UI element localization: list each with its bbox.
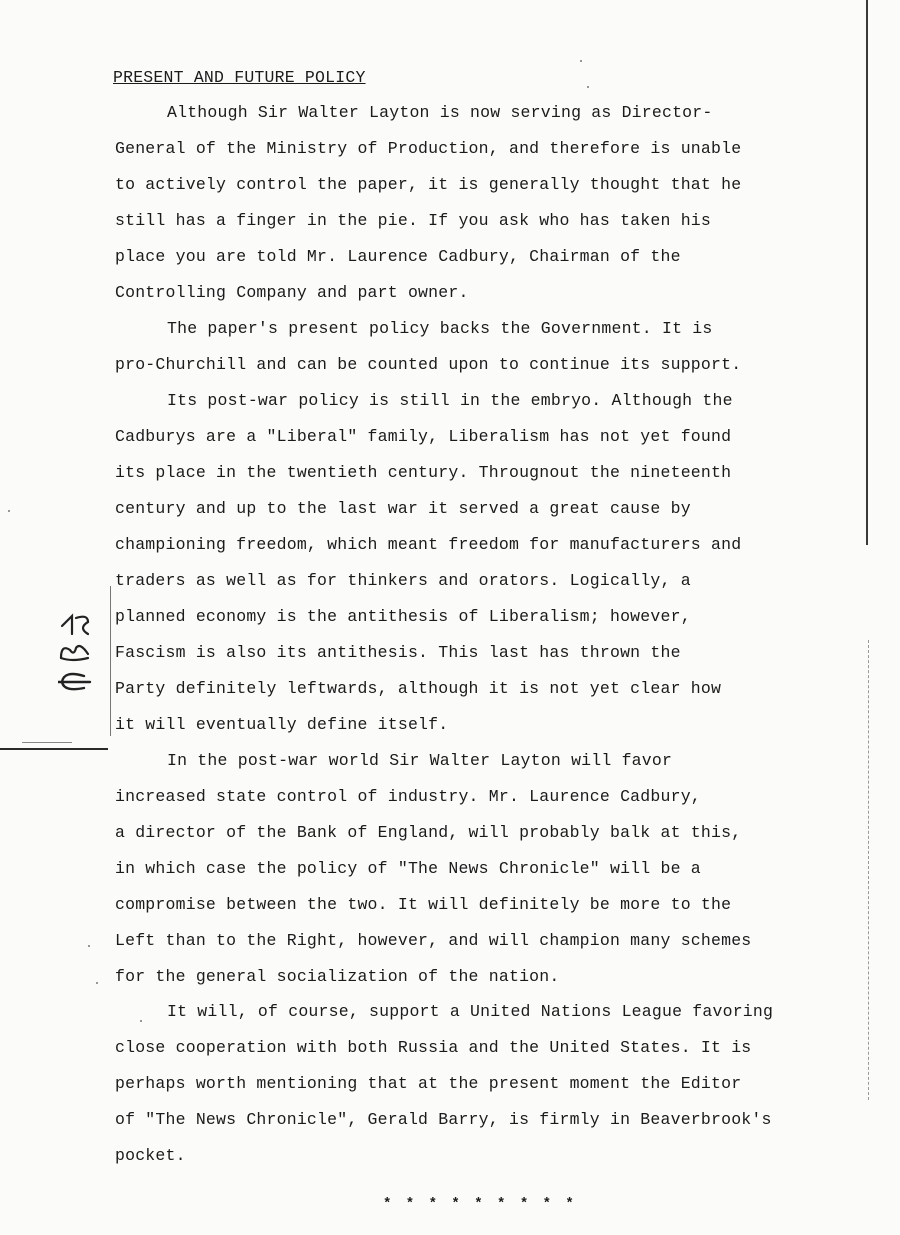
text-line: traders as well as for thinkers and orators. Logically, a — [115, 571, 691, 590]
text-line: of "The News Chronicle", Gerald Barry, is firmly in Beaverbrook's — [115, 1110, 772, 1129]
text-line: The paper's present policy backs the Government. It is — [167, 319, 713, 338]
margin-rule — [0, 748, 108, 750]
paragraph — [115, 743, 751, 995]
text-line: Party definitely leftwards, although it is not yet clear how — [115, 679, 722, 698]
text-line: compromise between the two. It will definitely be more to the — [115, 895, 732, 914]
page-edge-line — [866, 0, 868, 545]
section-heading: PRESENT AND FUTURE POLICY — [113, 68, 366, 87]
text-line: Cadburys are a "Liberal" family, Liberalism has not yet found — [115, 427, 732, 446]
text-line: century and up to the last war it served a great cause by — [115, 499, 691, 518]
margin-rule-faint — [22, 742, 72, 743]
paragraph — [115, 994, 773, 1174]
text-line: close cooperation with both Russia and the United States. It is — [115, 1038, 752, 1057]
paragraph — [115, 95, 741, 311]
paragraph — [115, 311, 741, 383]
text-line: Its post-war policy is still in the embryo. Although the — [167, 391, 733, 410]
text-line: Controlling Company and part owner. — [115, 283, 469, 302]
text-line: to actively control the paper, it is generally thought that he — [115, 175, 742, 194]
speck — [580, 60, 582, 62]
text-line: in which case the policy of "The News Chronicle" will be a — [115, 859, 701, 878]
text-line: planned economy is the antithesis of Liberalism; however, — [115, 607, 691, 626]
speck — [8, 510, 10, 512]
text-line: its place in the twentieth century. Througnout the nineteenth — [115, 463, 732, 482]
text-line: General of the Ministry of Production, and therefore is unable — [115, 139, 742, 158]
text-line: place you are told Mr. Laurence Cadbury, Chairman of the — [115, 247, 681, 266]
text-line: it will eventually define itself. — [115, 715, 449, 734]
paragraph — [115, 383, 741, 743]
text-line: a director of the Bank of England, will probably balk at this, — [115, 823, 742, 842]
text-line: It will, of course, support a United Nations League favoring — [167, 1002, 774, 1021]
text-line: Fascism is also its antithesis. This last has thrown the — [115, 643, 681, 662]
text-line: increased state control of industry. Mr. Laurence Cadbury, — [115, 787, 701, 806]
page-edge-dashed-line — [868, 640, 870, 1100]
text-line: Left than to the Right, however, and will champion many schemes — [115, 931, 752, 950]
text-line: In the post-war world Sir Walter Layton will favor — [167, 751, 673, 770]
text-line: perhaps worth mentioning that at the present moment the Editor — [115, 1074, 742, 1093]
speck — [88, 945, 90, 947]
handwritten-note-icon — [58, 612, 102, 702]
text-line: still has a finger in the pie. If you ask who has taken his — [115, 211, 711, 230]
text-line: championing freedom, which meant freedom for manufacturers and — [115, 535, 742, 554]
text-line: pro-Churchill and can be counted upon to continue its support. — [115, 355, 742, 374]
handwritten-margin-note — [58, 612, 102, 702]
speck — [587, 86, 589, 88]
text-line: Although Sir Walter Layton is now serving as Director- — [167, 103, 713, 122]
speck — [140, 1020, 142, 1022]
speck — [96, 982, 98, 984]
text-line: for the general socialization of the nation. — [115, 967, 560, 986]
margin-bar — [110, 586, 111, 736]
end-mark: * * * * * * * * * — [383, 1196, 577, 1212]
text-line: pocket. — [115, 1146, 186, 1165]
